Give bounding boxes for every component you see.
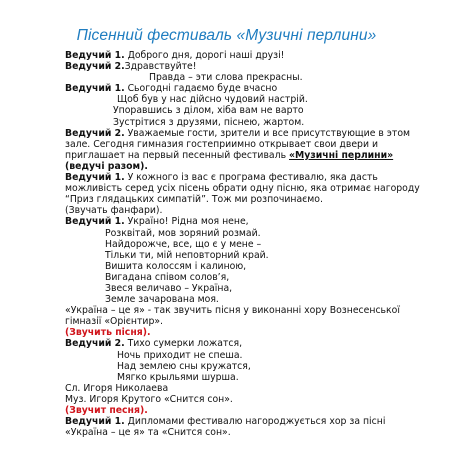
stage-direction: (Звучать фанфари). (65, 205, 163, 217)
speaker-label: Ведучий 1. (65, 216, 125, 228)
poem-line: Звеся величаво – Україна, (105, 282, 233, 294)
poem-line: Мягко крыльями шурша. (117, 371, 239, 383)
poem-line: Земле зачарована моя. (105, 294, 219, 306)
speaker-label: Ведучий 1. (65, 83, 125, 95)
festival-name: «Музичні перлини» (289, 149, 394, 161)
poem-line: Над землею сны кружатся, (117, 360, 251, 372)
document-title: Пісенний фестиваль «Музичні перлини» (76, 27, 377, 44)
poem-line: Вигадана співом солов’я, (105, 271, 230, 283)
line-text: (ведучі разом). (65, 160, 148, 172)
lyrics-credit: Сл. Игоря Николаева (65, 382, 169, 394)
document-body (65, 50, 420, 438)
poem-line: Ночь приходит не спеша. (117, 349, 243, 361)
poem-line: Розквітай, мов зоряний розмай. (105, 227, 261, 239)
script-line: Правда – эти слова прекрасны. (149, 72, 303, 84)
line-text: Уважаемые гости, зрители и все присутствующие в этом зале. Сегодня гимназия гостеприимно открывает свои двери и приглашает на первый песенный фестиваль (65, 127, 411, 161)
poem-line: Найдорожче, все, що є у мене – (105, 238, 262, 250)
line-text: Тихо сумерки ложатся, (124, 338, 243, 350)
line-text: Доброго дня, дорогі наші друзі! (124, 50, 285, 61)
stage-direction: (Звучить пісня). (65, 327, 151, 339)
line-text: Здравствуйте! (124, 61, 197, 73)
script-paragraph: «Україна – це я» - так звучить пісня у виконанні хору Вознесенської гімназії «Орієнтир». (65, 305, 400, 328)
speaker-label: Ведучий 1. (65, 416, 125, 428)
poem-line: Тільки ти, мій неповторний край. (105, 249, 269, 261)
script-paragraph (65, 416, 420, 438)
poem-line: Вишита колоссям і калиною, (105, 260, 247, 272)
line-text: Сьогодні гадаємо буде вчасно (124, 83, 278, 95)
script-paragraph (65, 128, 420, 172)
speaker-label: Ведучий 1. (65, 172, 125, 184)
line-text: Україно! Рідна моя нене, (124, 216, 249, 228)
line-text: Дипломами фестивалю нагороджується хор за пісні «Україна – це я» та «Снится сон». (65, 416, 386, 439)
script-line (65, 61, 420, 72)
script-line: Щоб був у нас дійсно чудовий настрій. (117, 94, 308, 106)
stage-direction: (Звучит песня). (65, 405, 148, 416)
line-text: У кожного із вас є програма фестивалю, яка дасть можливість серед усіх пісень обрати одну пісню, яка отримає нагороду “Приз глядацьких симпатій”. Тож ми розпочинаємо. (65, 172, 420, 206)
script-line (65, 216, 420, 227)
script-line: Зустрітися з друзями, піснею, жартом. (113, 116, 305, 128)
script-line: Упоравшись з ділом, хіба вам не варто (113, 105, 304, 117)
speaker-label: Ведучий 2. (65, 127, 125, 139)
script-line (65, 83, 420, 94)
script-paragraph (65, 172, 420, 205)
speaker-label: Ведучий 2. (65, 338, 125, 350)
speaker-label: Ведучий 1. (65, 50, 125, 61)
script-line (65, 338, 420, 349)
script-line (65, 50, 420, 61)
music-credit: Муз. Игоря Крутого «Снится сон». (65, 393, 233, 405)
speaker-label: Ведучий 2. (65, 61, 125, 73)
